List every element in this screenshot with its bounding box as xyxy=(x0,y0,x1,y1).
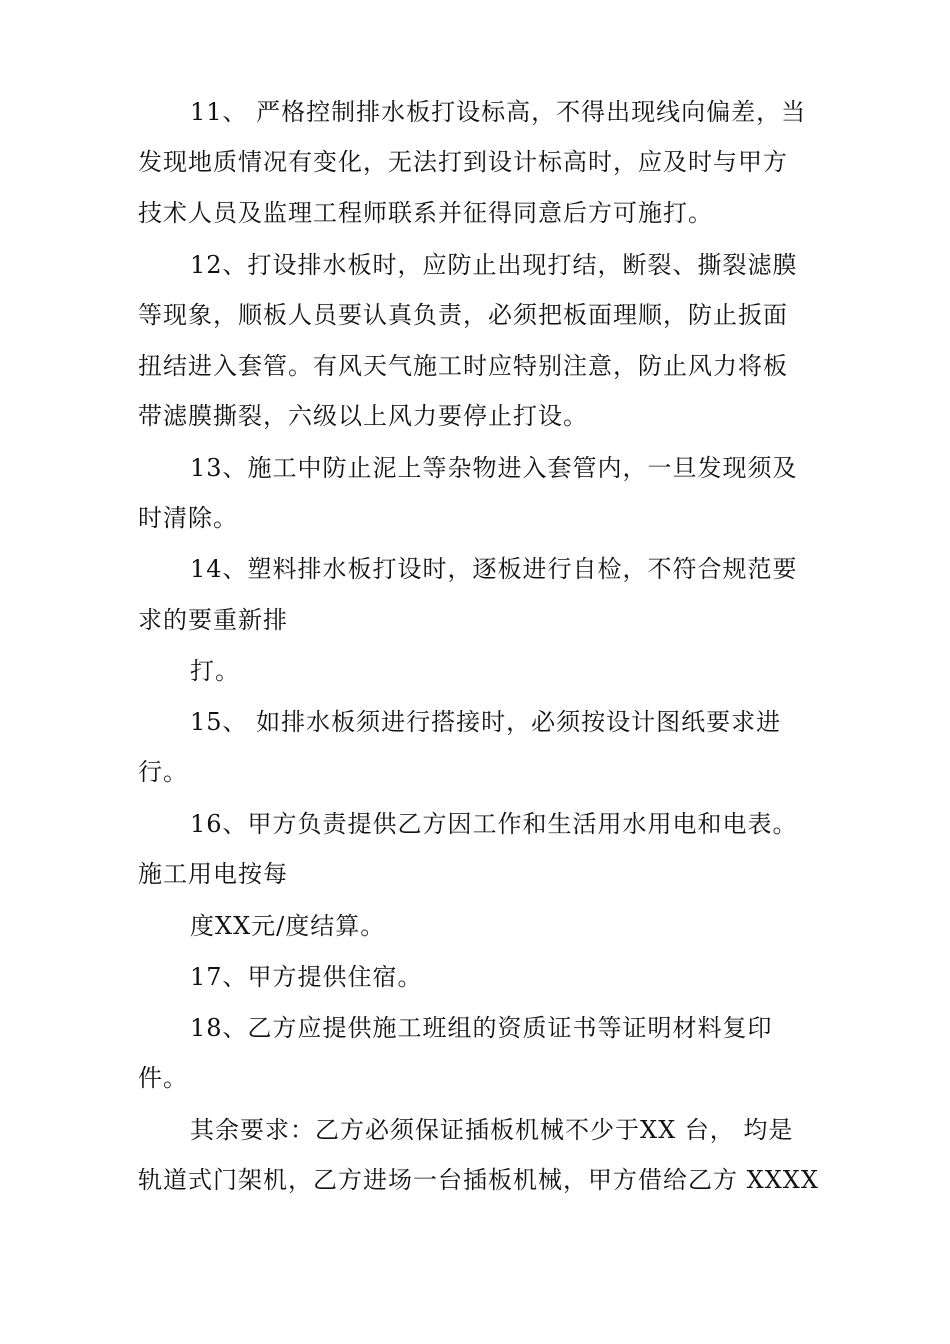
text-line: 14、塑料排水板打设时，逐板进行自检，不符合规范要 xyxy=(190,555,798,583)
text-line: 15、 如排水板须进行搭接时，必须按设计图纸要求进 xyxy=(190,708,782,736)
text-line: 其余要求：乙方必须保证插板机械不少于XX 台， 均是 xyxy=(190,1116,794,1144)
text-line: 轨道式门架机，乙方进场一台插板机械，甲方借给乙方 XXXX xyxy=(138,1166,819,1194)
text-line: 13、施工中防止泥上等杂物进入套管内，一旦发现须及 xyxy=(190,454,798,482)
text-line: 件。 xyxy=(138,1064,188,1092)
text-line: 带滤膜撕裂，六级以上风力要停止打设。 xyxy=(138,402,588,430)
text-line: 度XX元/度结算。 xyxy=(190,912,386,940)
text-line: 时清除。 xyxy=(138,504,238,532)
text-line: 18、乙方应提供施工班组的资质证书等证明材料复印 xyxy=(190,1014,773,1042)
text-line: 发现地质情况有变化，无法打到设计标高时，应及时与甲方 xyxy=(138,148,788,176)
text-line: 行。 xyxy=(138,758,188,786)
text-line: 扭结进入套管。有风天气施工时应特别注意，防止风力将板 xyxy=(138,352,788,380)
text-line: 施工用电按每 xyxy=(138,860,288,888)
text-line: 11、 严格控制排水板打设标高，不得出现线向偏差，当 xyxy=(190,98,807,126)
text-line: 16、甲方负责提供乙方因工作和生活用水用电和电表。 xyxy=(190,810,798,838)
text-line: 求的要重新排 xyxy=(138,606,288,634)
text-line: 技术人员及监理工程师联系并征得同意后方可施打。 xyxy=(138,199,713,227)
text-line: 17、甲方提供住宿。 xyxy=(190,963,423,991)
text-line: 12、打设排水板时，应防止出现打结，断裂、撕裂滤膜 xyxy=(190,251,798,279)
text-line: 等现象，顺板人员要认真负责，必须把板面理顺，防止扳面 xyxy=(138,301,788,329)
text-line: 打。 xyxy=(190,657,240,685)
